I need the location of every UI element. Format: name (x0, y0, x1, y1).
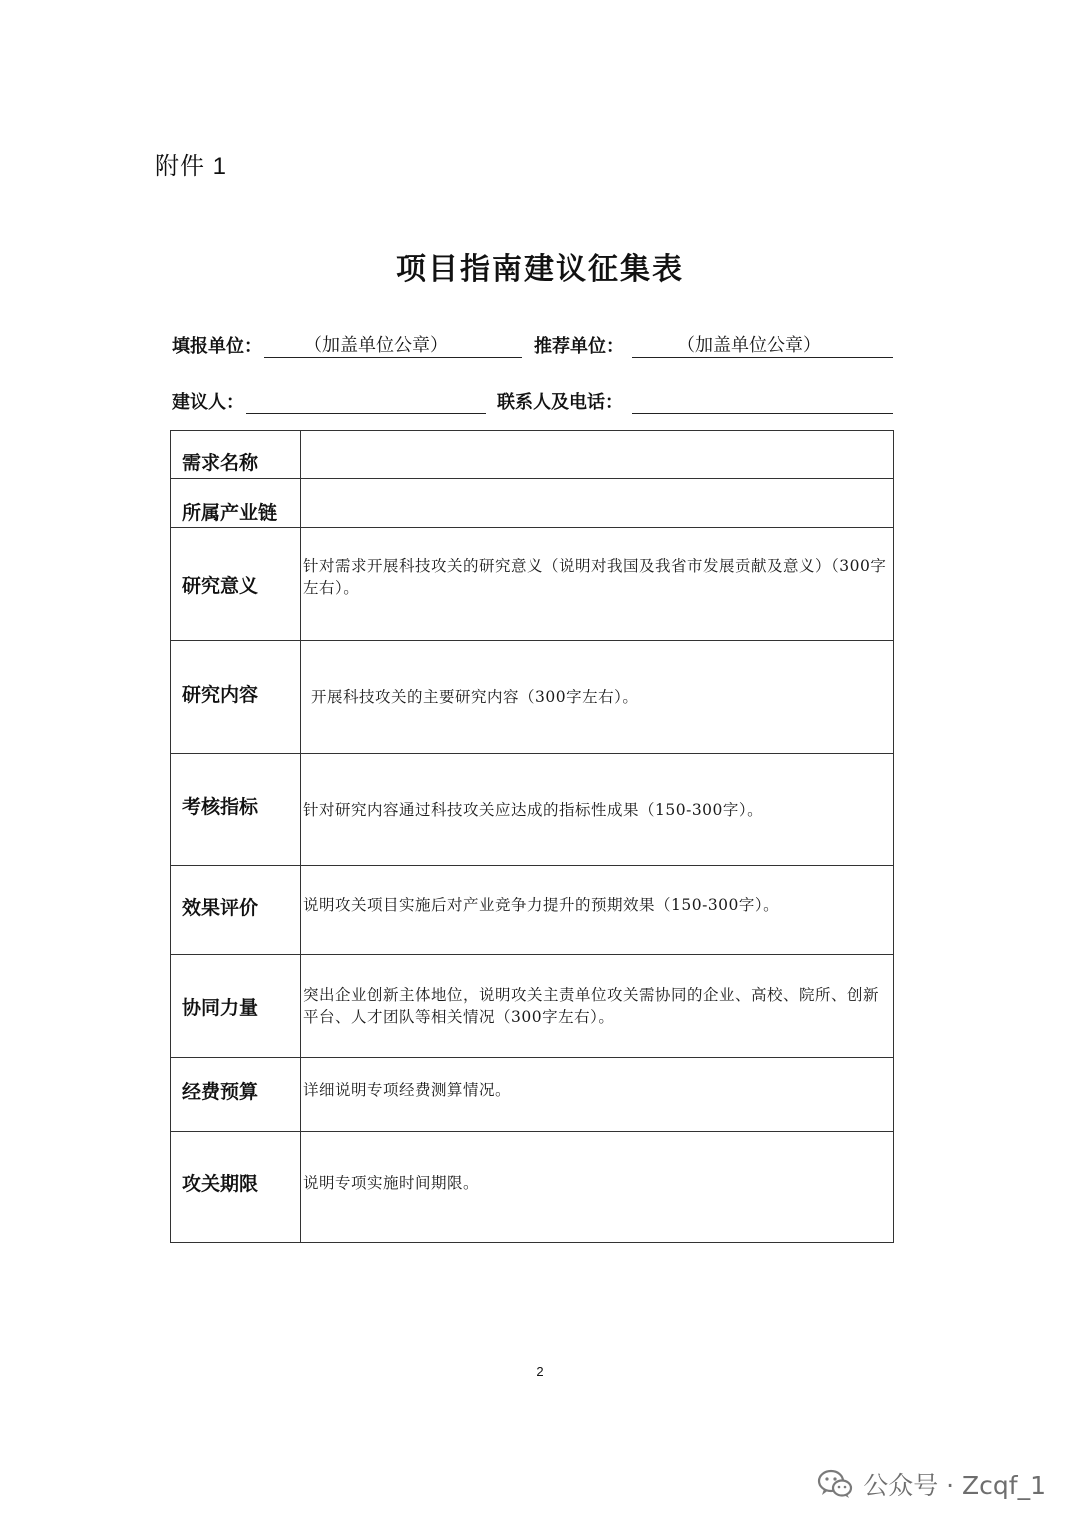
proposer-label: 建议人： (172, 392, 244, 413)
table-row (171, 955, 894, 1058)
watermark-text: 公众号 · Zcqf_1 (863, 1471, 1046, 1500)
table-row (171, 431, 894, 479)
row-label: 效果评价 (171, 866, 301, 955)
row-content[interactable]: 突出企业创新主体地位，说明攻关主责单位攻关需协同的企业、高校、院所、创新平台、人才团队等相关情况（300字左右）。 (301, 955, 894, 1058)
row-content[interactable]: 说明攻关项目实施后对产业竞争力提升的预期效果（150-300字）。 (301, 866, 894, 955)
row-content[interactable]: 针对需求开展科技攻关的研究意义（说明对我国及我省市发展贡献及意义）（300字左右）。 (301, 528, 894, 641)
attachment-label: 附件 1 (155, 153, 228, 180)
row-content[interactable]: 详细说明专项经费测算情况。 (301, 1058, 894, 1132)
row-content[interactable] (301, 479, 894, 528)
row-label: 考核指标 (171, 754, 301, 866)
page-title: 项目指南建议征集表 (396, 252, 684, 287)
row-label: 协同力量 (171, 955, 301, 1058)
wechat-icon (817, 1469, 853, 1499)
page-number: 2 (536, 1364, 544, 1379)
watermark (817, 1466, 1046, 1502)
recommending-unit-value: （加盖单位公章） (677, 335, 821, 356)
row-content[interactable] (301, 431, 894, 479)
row-content[interactable]: 说明专项实施时间期限。 (301, 1132, 894, 1243)
filling-unit-field[interactable] (264, 331, 522, 358)
table-row (171, 754, 894, 866)
table-row (171, 479, 894, 528)
table-row (171, 641, 894, 754)
header-row-people (172, 384, 893, 418)
recommending-unit-label: 推荐单位： (534, 336, 624, 357)
row-label: 攻关期限 (171, 1132, 301, 1243)
header-row-units (172, 328, 893, 362)
row-label: 研究内容 (171, 641, 301, 754)
table-row (171, 528, 894, 641)
row-label: 研究意义 (171, 528, 301, 641)
table-row (171, 1132, 894, 1243)
filling-unit-value: （加盖单位公章） (304, 335, 448, 356)
contact-field[interactable] (632, 387, 893, 414)
row-label: 经费预算 (171, 1058, 301, 1132)
row-content[interactable]: 针对研究内容通过科技攻关应达成的指标性成果（150-300字）。 (301, 754, 894, 866)
row-label: 需求名称 (171, 431, 301, 479)
row-label: 所属产业链 (171, 479, 301, 528)
contact-label: 联系人及电话： (497, 392, 623, 413)
proposal-table (170, 430, 894, 1243)
proposer-field[interactable] (246, 387, 486, 414)
recommending-unit-field[interactable] (632, 331, 893, 358)
row-content[interactable]: 开展科技攻关的主要研究内容（300字左右）。 (301, 641, 894, 754)
filling-unit-label: 填报单位： (172, 336, 262, 357)
table-row (171, 866, 894, 955)
table-row (171, 1058, 894, 1132)
